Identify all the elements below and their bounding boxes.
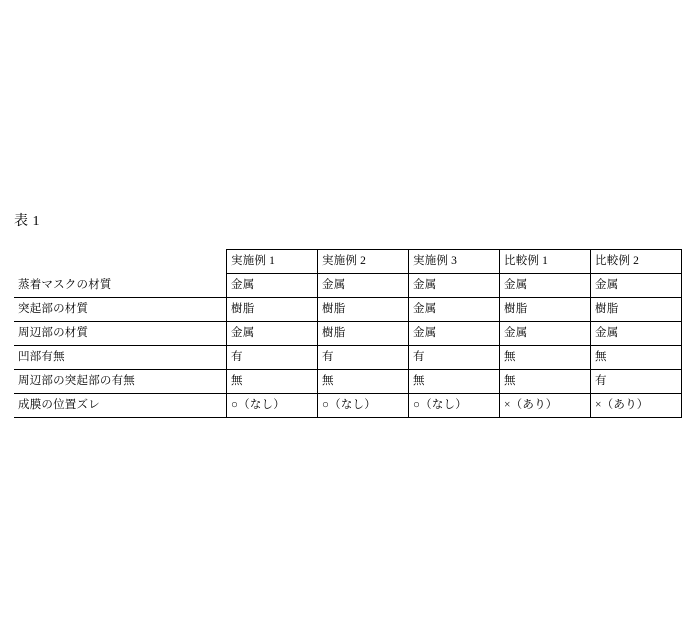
table-cell: 金属 [591,322,682,346]
specification-table [14,249,682,418]
table-cell: 樹脂 [318,298,409,322]
row-label: 成膜の位置ズレ [14,394,227,418]
table-cell: 樹脂 [500,298,591,322]
column-header-1: 実施例 1 [227,250,318,274]
table-cell: 金属 [318,274,409,298]
table-cell: 無 [500,370,591,394]
column-header-4: 比較例 1 [500,250,591,274]
table-row [14,370,682,394]
table-row [14,322,682,346]
table-cell: 有 [227,346,318,370]
table-cell: 有 [409,346,500,370]
table-row [14,298,682,322]
row-label: 突起部の材質 [14,298,227,322]
table-cell: 金属 [409,298,500,322]
table-cell: ○（なし） [227,394,318,418]
table-corner-cell [14,250,227,274]
table-cell: 金属 [500,322,591,346]
table-cell: ×（あり） [500,394,591,418]
table-cell: 樹脂 [227,298,318,322]
table-cell: 金属 [500,274,591,298]
table-cell: 有 [591,370,682,394]
row-label: 蒸着マスクの材質 [14,274,227,298]
table-cell: 金属 [409,274,500,298]
table-cell: 金属 [409,322,500,346]
table-cell: 無 [500,346,591,370]
table-cell: 有 [318,346,409,370]
table-cell: ○（なし） [409,394,500,418]
table-cell: 樹脂 [318,322,409,346]
table-row [14,346,682,370]
table-cell: 金属 [227,322,318,346]
row-label: 周辺部の材質 [14,322,227,346]
column-header-5: 比較例 2 [591,250,682,274]
row-label: 周辺部の突起部の有無 [14,370,227,394]
table-row [14,394,682,418]
table-cell: 樹脂 [591,298,682,322]
table-container [14,249,649,418]
table-caption: 表 1 [14,214,40,229]
column-header-2: 実施例 2 [318,250,409,274]
table-cell: 無 [227,370,318,394]
table-cell: 金属 [591,274,682,298]
table-header-row [14,250,682,274]
table-cell: 金属 [227,274,318,298]
table-cell: 無 [409,370,500,394]
row-label: 凹部有無 [14,346,227,370]
table-cell: ○（なし） [318,394,409,418]
table-cell: 無 [318,370,409,394]
table-cell: 無 [591,346,682,370]
column-header-3: 実施例 3 [409,250,500,274]
table-row [14,274,682,298]
table-cell: ×（あり） [591,394,682,418]
